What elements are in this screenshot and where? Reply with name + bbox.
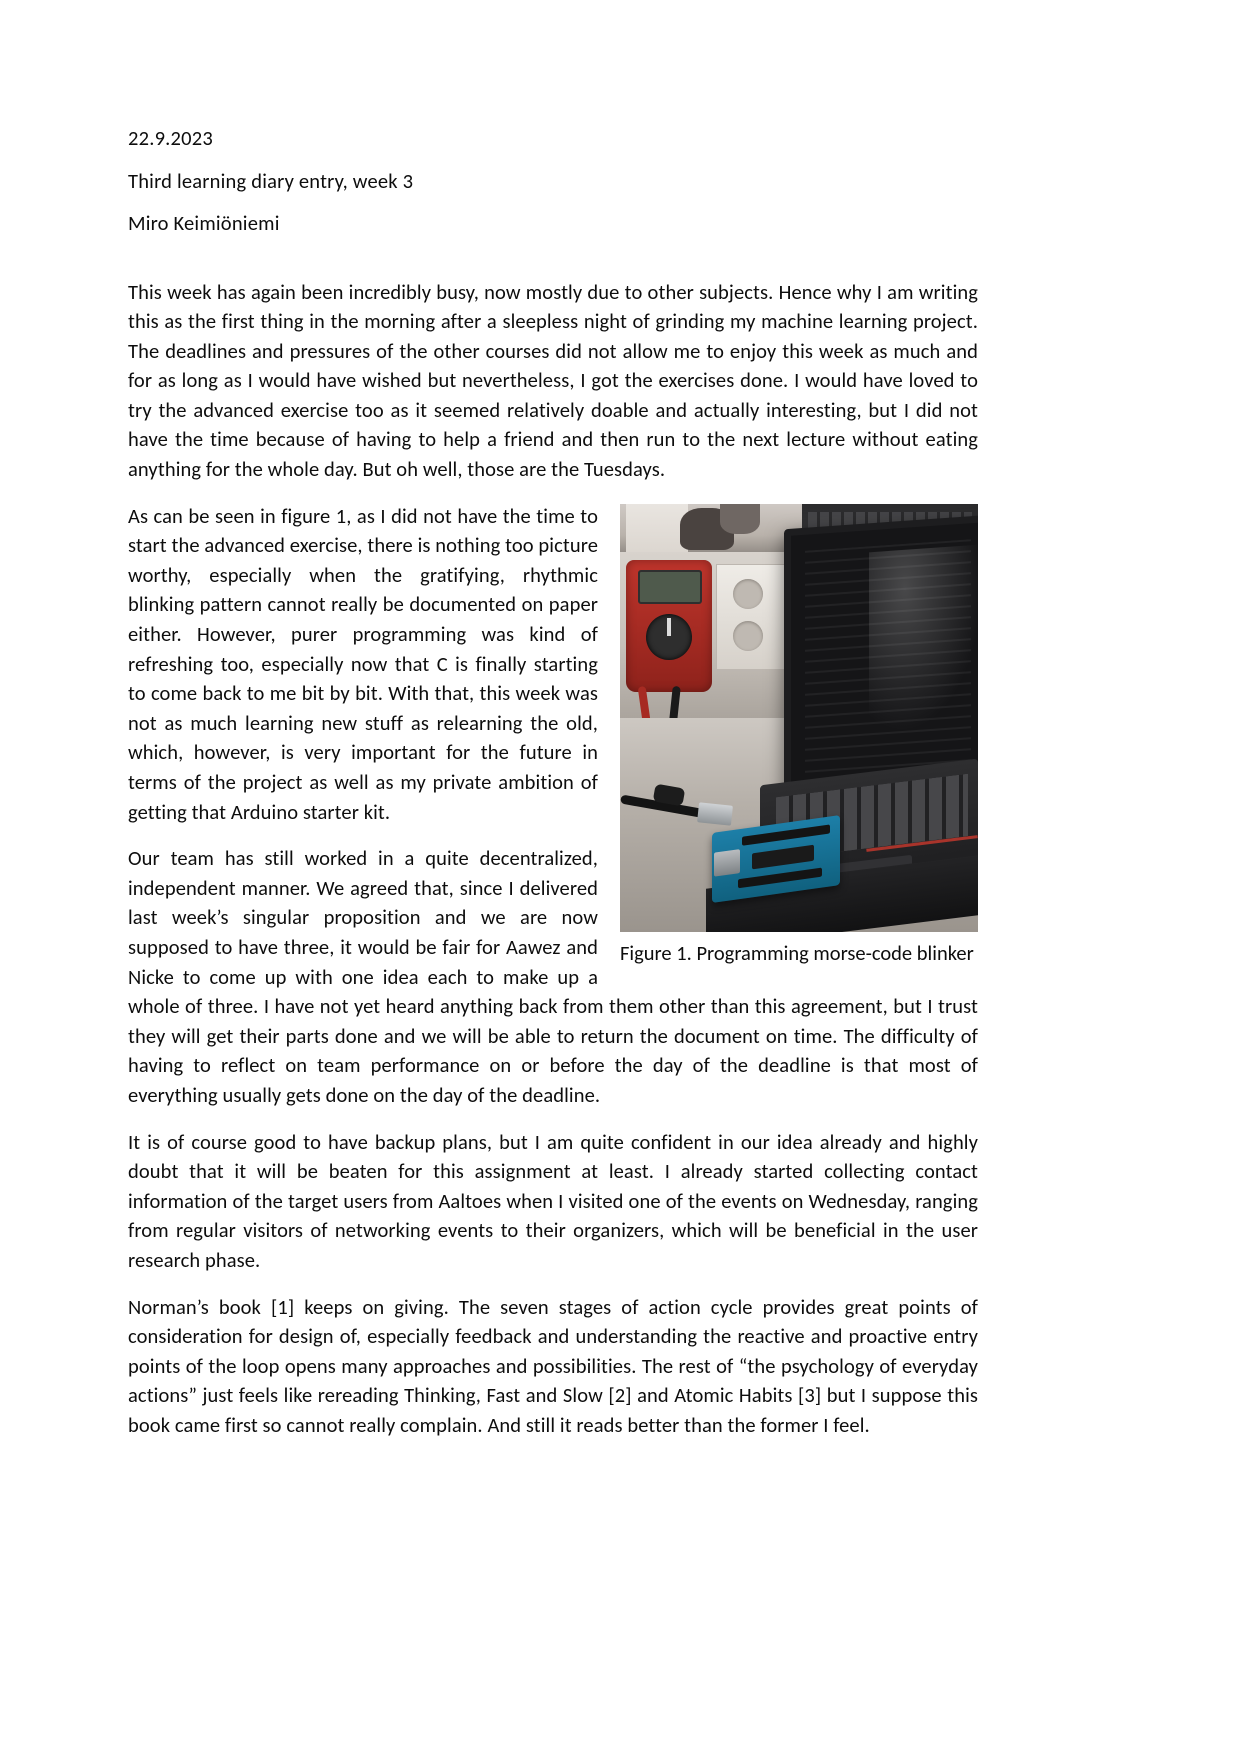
paragraph-intro: This week has again been incredibly busy, now mostly due to other subjects. Hence why I am writing this as the first thing in the morning after a sleepless night of grinding my machine learning project. The deadlines and pressures of the other courses did not allow me to enjoy this week as much and for as long as I would have wished but nevertheless, I got the exercises done. I would have loved to try the advanced exercise too as it seemed relatively doable and actually interesting, but I did not have the time because of having to help a friend and then run to the next lecture without eating anything for the whole day. But oh well, those are the Tuesdays. xyxy=(128,278,978,483)
photo-usb-plug xyxy=(697,802,733,825)
entry-title: Third learning diary entry, week 3 xyxy=(128,167,414,194)
multimeter-dial xyxy=(646,614,692,660)
figure-caption: Figure 1. Programming morse-code blinker xyxy=(620,939,974,966)
photo-multimeter xyxy=(626,560,712,692)
socket-hole-upper xyxy=(733,579,763,609)
arduino-usb-port xyxy=(714,849,740,877)
arduino-header-top xyxy=(742,824,830,845)
socket-hole-lower xyxy=(733,621,763,651)
document-header xyxy=(128,125,978,236)
entry-date: 22.9.2023 xyxy=(128,125,213,151)
paragraph-team: Our team has still worked in a quite decentralized, independent manner. We agreed that, since I delivered last week’s singular proposition and we are now supposed to have three, it would be fair for Aawez and Nicke to come up with one idea each to make up a whole of three. I have not yet heard anything back from them other than this agreement, but I trust they will get their parts done and we will be able to return the document on time. The difficulty of having to reflect on team performance on or before the day of the deadline is that most of everything usually gets done on the day of the deadline. xyxy=(128,845,978,1108)
arduino-microcontroller xyxy=(752,844,814,869)
multimeter-screen xyxy=(638,570,702,604)
paragraph-norman-book: Norman’s book [1] keeps on giving. The seven stages of action cycle provides great points of consideration for design of, especially feedback and understanding the reactive and proactive entry points of the loop opens many approaches and possibilities. The rest of “the psychology of everyday actions” just feels like rereading Thinking, Fast and Slow [2] and Atomic Habits [3] but I suppose this book came first so cannot really complain. And still it reads better than the former I feel. xyxy=(128,1293,978,1438)
figure-photo xyxy=(620,504,978,932)
paragraph-figure-discussion: As can be seen in figure 1, as I did not have the time to start the advanced exercise, there is nothing too picture worthy, especially when the gratifying, rhythmic blinking pattern cannot really be documented on paper either. However, purer programming was kind of refreshing too, especially now that C is finally starting to come back to me bit by bit. With that, this week was not as much learning new stuff as relearning the old, which, however, is very important for the future in terms of the project as well as my private ambition of getting that Arduino starter kit. xyxy=(128,502,598,825)
laptop-screen-glare xyxy=(869,544,978,746)
figure-1 xyxy=(620,504,978,967)
paragraph-backup-plans: It is of course good to have backup plans, but I am quite confident in our idea already and highly doubt that it will be beaten for this assignment at least. I already started collecting contact information of the target users from Aaltoes when I visited one of the events on Wednesday, ranging from regular visitors of networking events to their organizers, which will be beneficial in the user research phase. xyxy=(128,1128,978,1273)
document-content xyxy=(128,125,978,1457)
entry-author: Miro Keimiöniemi xyxy=(128,210,280,236)
arduino-header-bottom xyxy=(738,867,822,888)
photo-person-far xyxy=(720,504,760,534)
